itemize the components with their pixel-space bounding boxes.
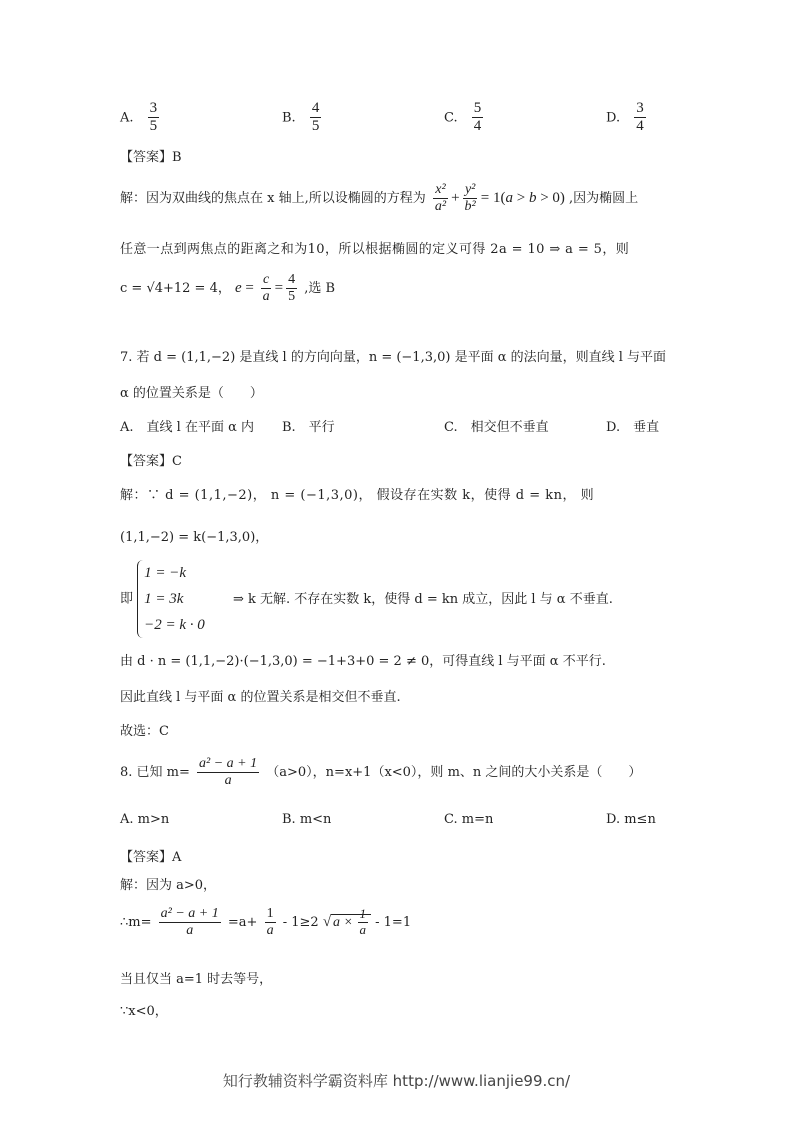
q6-solution-line1: 解：因为双曲线的焦点在 x 轴上,所以设椭圆的方程为 $\frac{\text{x²}}{\text{a²}}$ + $\frac{\text{y²}}{\text{b²}}$ = 1(a > b > 0) ,因为椭圆上: [120, 182, 639, 215]
q8-option-b: B. m<n: [282, 812, 332, 827]
q7-solution-line1: 解：∵ d = (1,1,−2)， n = (−1,3,0)， 假设存在实数 k，使得 d = kn， 则: [120, 488, 595, 503]
q7-option-b: B. 平行: [282, 420, 335, 435]
q7-option-a: A. 直线 l 在平面 α 内: [120, 420, 254, 435]
q8-solution-line1: 解：因为 a>0，: [120, 878, 217, 893]
q6-answer: 【答案】B: [120, 150, 182, 165]
q6-solution-line3: c = √4+12 = 4， e = $\frac{c}{a}$ = $\frac{4}{5}$ ,选 B: [120, 272, 336, 305]
q7-solution-line5: 因此直线 l 与平面 α 的位置关系是相交但不垂直.: [120, 690, 401, 705]
q8-option-a: A. m>n: [120, 812, 170, 827]
q6-option-b: B. $\frac{4}{5}$: [282, 100, 320, 135]
q8-solution-line3: 当且仅当 a=1 时去等号，: [120, 972, 273, 987]
q6-option-d: D. $\frac{3}{4}$: [606, 100, 644, 135]
q8-answer: 【答案】A: [120, 850, 182, 865]
q7-answer: 【答案】C: [120, 454, 182, 469]
q8-stem: 8. 已知 m= $\frac{\text{a² − a + 1}}{a}$ （a>0），n=x+1（x<0），则 m、n 之间的大小关系是（ ）: [120, 756, 642, 789]
q7-stem-line2: α 的位置关系是（ ）: [120, 386, 263, 401]
q8-solution-line2: ∴m= $\frac{\text{a² − a + 1}}{a}$ =a+ $\frac{1}{a}$ - 1≥2 √ a × $\frac{1}{a}$ - 1=1: [120, 906, 412, 939]
q6-option-c: C. $\frac{5}{4}$: [444, 100, 482, 135]
q7-system-line: 即 1 = −k 1 = 3k −2 = k · 0 ⇒ k 无解. 不存在实数 k，使得 d = kn 成立，因此 l 与 α 不垂直.: [120, 560, 613, 638]
equation-system: 1 = −k 1 = 3k −2 = k · 0: [137, 560, 205, 638]
footer-watermark: 知行教辅资料学霸资料库 http://www.lianjie99.cn/: [222, 1072, 571, 1090]
q8-solution-line4: ∵x<0，: [120, 1004, 168, 1019]
q6-option-a: A. $\frac{3}{5}$: [120, 100, 158, 135]
q6-solution-line2: 任意一点到两焦点的距离之和为10，所以根据椭圆的定义可得 2a = 10 ⇒ a = 5，则: [120, 242, 630, 257]
q8-option-c: C. m=n: [444, 812, 494, 827]
q7-solution-line4: 由 d · n = (1,1,−2)·(−1,3,0) = −1+3+0 = 2 ≠ 0，可得直线 l 与平面 α 不平行.: [120, 654, 606, 669]
q7-option-d: D. 垂直: [606, 420, 660, 435]
q8-option-d: D. m≤n: [606, 812, 656, 827]
q7-stem-line1: 7. 若 d = (1,1,−2) 是直线 l 的方向向量，n = (−1,3,0) 是平面 α 的法向量，则直线 l 与平面: [120, 350, 667, 365]
q7-option-c: C. 相交但不垂直: [444, 420, 549, 435]
q7-solution-line6: 故选：C: [120, 724, 169, 739]
q7-solution-line2: (1,1,−2) = k(−1,3,0)，: [120, 530, 269, 545]
